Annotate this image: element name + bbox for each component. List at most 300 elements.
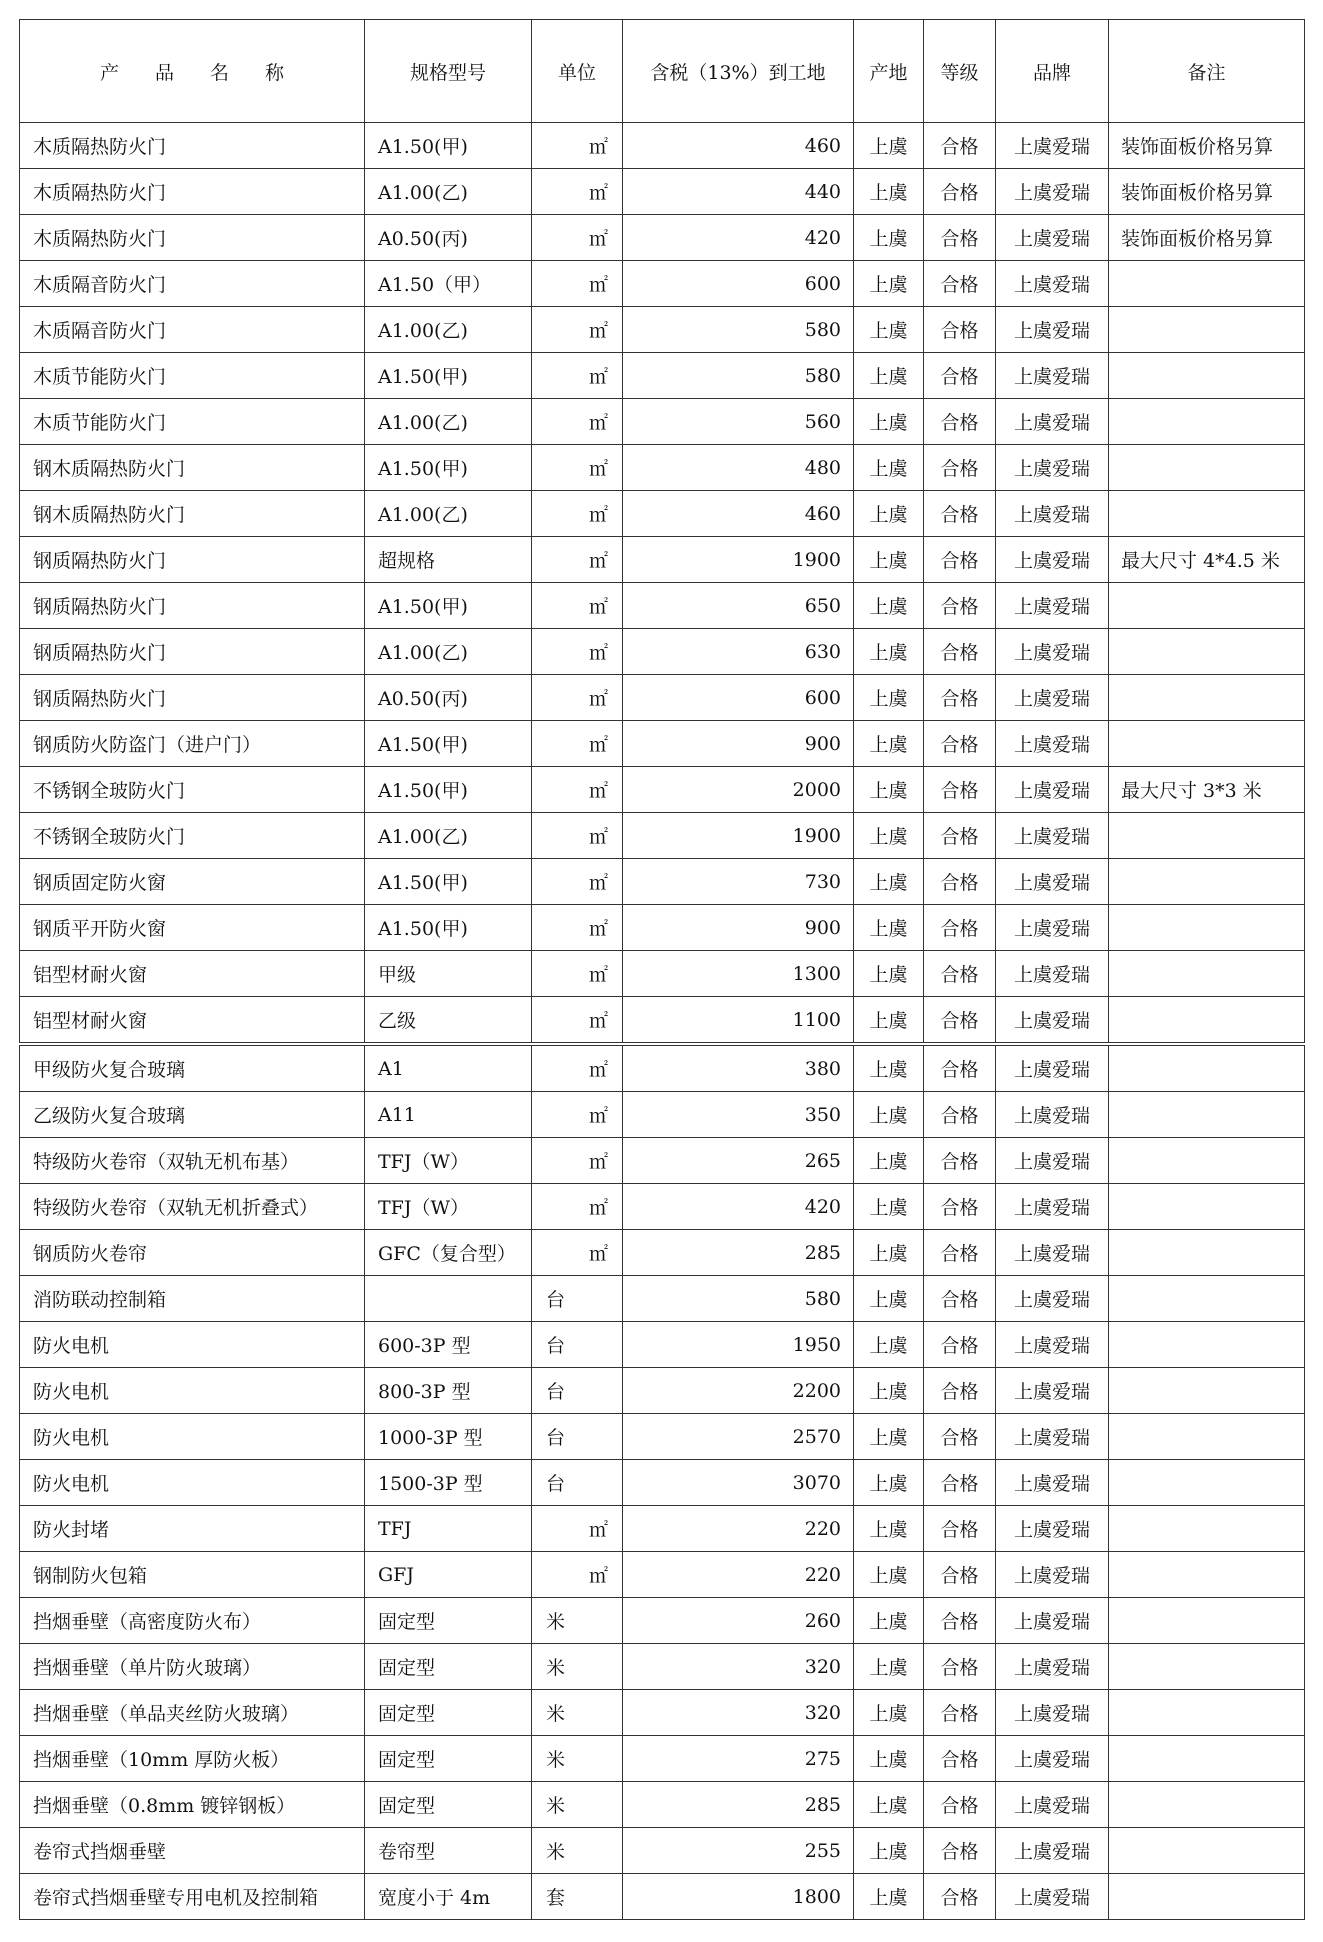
note-cell: 最大尺寸 4*4.5 米 [1109,537,1305,583]
price-cell: 320 [623,1644,854,1690]
spec-cell: 固定型 [365,1782,532,1828]
table-row [20,1368,1305,1414]
table-row [20,629,1305,675]
origin-cell: 上虞 [854,1506,924,1552]
price-cell: 320 [623,1690,854,1736]
note-cell [1109,997,1305,1043]
note-cell [1109,675,1305,721]
note-cell: 装饰面板价格另算 [1109,169,1305,215]
spec-cell: 乙级 [365,997,532,1043]
price-cell: 380 [623,1046,854,1092]
spec-cell: A1.50(甲) [365,767,532,813]
spec-cell: 卷帘型 [365,1828,532,1874]
table-row [20,951,1305,997]
brand-cell: 上虞爱瑞 [996,997,1109,1043]
unit-cell: ㎡ [532,1552,623,1598]
note-cell [1109,583,1305,629]
price-cell: 350 [623,1092,854,1138]
brand-cell: 上虞爱瑞 [996,721,1109,767]
price-cell: 220 [623,1552,854,1598]
grade-cell: 合格 [924,445,996,491]
spec-cell: A1.00(乙) [365,629,532,675]
brand-cell: 上虞爱瑞 [996,583,1109,629]
spec-cell: A1.50(甲) [365,353,532,399]
origin-cell: 上虞 [854,1644,924,1690]
header-unit: 单位 [532,20,623,123]
origin-cell: 上虞 [854,997,924,1043]
spec-cell: A11 [365,1092,532,1138]
unit-cell: 米 [532,1598,623,1644]
grade-cell: 合格 [924,1598,996,1644]
unit-cell: 米 [532,1644,623,1690]
unit-cell: 米 [532,1782,623,1828]
origin-cell: 上虞 [854,1828,924,1874]
spec-cell: A1.50（甲） [365,261,532,307]
spec-cell: A1 [365,1046,532,1092]
price-cell: 600 [623,675,854,721]
product-name-cell: 不锈钢全玻防火门 [20,767,365,813]
table-row [20,1322,1305,1368]
note-cell [1109,353,1305,399]
spec-cell: 固定型 [365,1598,532,1644]
header-grade: 等级 [924,20,996,123]
brand-cell: 上虞爱瑞 [996,261,1109,307]
note-cell [1109,1874,1305,1920]
price-table-part-2 [19,1045,1305,1920]
unit-cell: ㎡ [532,1138,623,1184]
grade-cell: 合格 [924,1138,996,1184]
table-row [20,1690,1305,1736]
origin-cell: 上虞 [854,1046,924,1092]
spec-cell: A1.00(乙) [365,169,532,215]
product-name-cell: 钢制防火包箱 [20,1552,365,1598]
grade-cell: 合格 [924,1782,996,1828]
spec-cell: A1.00(乙) [365,491,532,537]
unit-cell: ㎡ [532,169,623,215]
table-row [20,123,1305,169]
grade-cell: 合格 [924,1506,996,1552]
origin-cell: 上虞 [854,721,924,767]
grade-cell: 合格 [924,1046,996,1092]
unit-cell: ㎡ [532,629,623,675]
unit-cell: ㎡ [532,1092,623,1138]
product-name-cell: 铝型材耐火窗 [20,951,365,997]
product-name-cell: 挡烟垂壁（10mm 厚防火板） [20,1736,365,1782]
brand-cell: 上虞爱瑞 [996,813,1109,859]
grade-cell: 合格 [924,813,996,859]
spec-cell: A1.50(甲) [365,445,532,491]
brand-cell: 上虞爱瑞 [996,307,1109,353]
table-row [20,721,1305,767]
origin-cell: 上虞 [854,1598,924,1644]
note-cell [1109,1828,1305,1874]
note-cell: 装饰面板价格另算 [1109,215,1305,261]
grade-cell: 合格 [924,1874,996,1920]
origin-cell: 上虞 [854,169,924,215]
price-table-part-1 [19,19,1305,1043]
header-product-name: 产品名称 [20,20,365,123]
spec-cell: 超规格 [365,537,532,583]
spec-cell: 1500-3P 型 [365,1460,532,1506]
table-row [20,1598,1305,1644]
origin-cell: 上虞 [854,1874,924,1920]
product-name-cell: 木质节能防火门 [20,399,365,445]
header-brand: 品牌 [996,20,1109,123]
note-cell [1109,491,1305,537]
brand-cell: 上虞爱瑞 [996,859,1109,905]
product-name-cell: 防火电机 [20,1460,365,1506]
price-cell: 2570 [623,1414,854,1460]
product-name-cell: 挡烟垂壁（单品夹丝防火玻璃） [20,1690,365,1736]
table-row [20,1092,1305,1138]
brand-cell: 上虞爱瑞 [996,123,1109,169]
product-name-cell: 钢质隔热防火门 [20,675,365,721]
note-cell [1109,1690,1305,1736]
origin-cell: 上虞 [854,261,924,307]
note-cell [1109,1368,1305,1414]
spec-cell [365,1276,532,1322]
price-cell: 265 [623,1138,854,1184]
price-cell: 440 [623,169,854,215]
product-name-cell: 消防联动控制箱 [20,1276,365,1322]
price-cell: 1800 [623,1874,854,1920]
origin-cell: 上虞 [854,1690,924,1736]
grade-cell: 合格 [924,261,996,307]
spec-cell: 固定型 [365,1736,532,1782]
origin-cell: 上虞 [854,583,924,629]
brand-cell: 上虞爱瑞 [996,445,1109,491]
note-cell [1109,1644,1305,1690]
table-row [20,261,1305,307]
grade-cell: 合格 [924,1460,996,1506]
grade-cell: 合格 [924,1414,996,1460]
note-cell [1109,399,1305,445]
table-row [20,1552,1305,1598]
spec-cell: 宽度小于 4m [365,1874,532,1920]
price-cell: 900 [623,905,854,951]
origin-cell: 上虞 [854,353,924,399]
unit-cell: 米 [532,1736,623,1782]
table-row [20,445,1305,491]
unit-cell: ㎡ [532,399,623,445]
origin-cell: 上虞 [854,1782,924,1828]
price-cell: 460 [623,491,854,537]
price-cell: 650 [623,583,854,629]
unit-cell: ㎡ [532,261,623,307]
note-cell [1109,951,1305,997]
table-row [20,1874,1305,1920]
price-cell: 420 [623,215,854,261]
product-name-cell: 不锈钢全玻防火门 [20,813,365,859]
table-row [20,675,1305,721]
brand-cell: 上虞爱瑞 [996,1460,1109,1506]
price-cell: 900 [623,721,854,767]
header-note: 备注 [1109,20,1305,123]
brand-cell: 上虞爱瑞 [996,537,1109,583]
table-row [20,491,1305,537]
price-cell: 1100 [623,997,854,1043]
table-row [20,583,1305,629]
unit-cell: ㎡ [532,859,623,905]
grade-cell: 合格 [924,1828,996,1874]
origin-cell: 上虞 [854,123,924,169]
spec-cell: GFC（复合型） [365,1230,532,1276]
origin-cell: 上虞 [854,1414,924,1460]
product-name-cell: 钢质隔热防火门 [20,629,365,675]
price-cell: 1900 [623,813,854,859]
unit-cell: 米 [532,1690,623,1736]
product-name-cell: 木质隔音防火门 [20,307,365,353]
table-row [20,537,1305,583]
product-name-cell: 挡烟垂壁（高密度防火布） [20,1598,365,1644]
grade-cell: 合格 [924,905,996,951]
unit-cell: ㎡ [532,721,623,767]
table-row [20,1414,1305,1460]
price-cell: 1950 [623,1322,854,1368]
product-name-cell: 钢质固定防火窗 [20,859,365,905]
note-cell [1109,1230,1305,1276]
origin-cell: 上虞 [854,1276,924,1322]
price-cell: 580 [623,307,854,353]
price-cell: 285 [623,1782,854,1828]
product-name-cell: 钢质隔热防火门 [20,537,365,583]
grade-cell: 合格 [924,307,996,353]
product-name-cell: 铝型材耐火窗 [20,997,365,1043]
product-name-cell: 钢质平开防火窗 [20,905,365,951]
origin-cell: 上虞 [854,767,924,813]
brand-cell: 上虞爱瑞 [996,491,1109,537]
table-row [20,905,1305,951]
price-cell: 460 [623,123,854,169]
table-row [20,1138,1305,1184]
brand-cell: 上虞爱瑞 [996,1276,1109,1322]
spec-cell: A1.50(甲) [365,859,532,905]
note-cell [1109,307,1305,353]
brand-cell: 上虞爱瑞 [996,1828,1109,1874]
grade-cell: 合格 [924,1322,996,1368]
grade-cell: 合格 [924,951,996,997]
spec-cell: A1.50(甲) [365,123,532,169]
brand-cell: 上虞爱瑞 [996,905,1109,951]
spec-cell: 甲级 [365,951,532,997]
unit-cell: ㎡ [532,445,623,491]
note-cell: 装饰面板价格另算 [1109,123,1305,169]
table-row [20,997,1305,1043]
table-row [20,399,1305,445]
unit-cell: ㎡ [532,813,623,859]
unit-cell: ㎡ [532,1184,623,1230]
price-cell: 275 [623,1736,854,1782]
price-cell: 730 [623,859,854,905]
price-cell: 580 [623,1276,854,1322]
note-cell: 最大尺寸 3*3 米 [1109,767,1305,813]
table-row [20,859,1305,905]
unit-cell: 台 [532,1322,623,1368]
note-cell [1109,1460,1305,1506]
price-cell: 3070 [623,1460,854,1506]
product-name-cell: 特级防火卷帘（双轨无机折叠式） [20,1184,365,1230]
product-name-cell: 木质隔热防火门 [20,215,365,261]
origin-cell: 上虞 [854,445,924,491]
table-row [20,1460,1305,1506]
brand-cell: 上虞爱瑞 [996,1092,1109,1138]
origin-cell: 上虞 [854,675,924,721]
note-cell [1109,1046,1305,1092]
price-cell: 2000 [623,767,854,813]
price-cell: 600 [623,261,854,307]
origin-cell: 上虞 [854,1138,924,1184]
origin-cell: 上虞 [854,1230,924,1276]
unit-cell: 台 [532,1276,623,1322]
note-cell [1109,1736,1305,1782]
price-cell: 480 [623,445,854,491]
price-cell: 1300 [623,951,854,997]
brand-cell: 上虞爱瑞 [996,1506,1109,1552]
grade-cell: 合格 [924,215,996,261]
table-row [20,1230,1305,1276]
product-name-cell: 木质隔音防火门 [20,261,365,307]
brand-cell: 上虞爱瑞 [996,169,1109,215]
table-row [20,353,1305,399]
brand-cell: 上虞爱瑞 [996,353,1109,399]
unit-cell: 台 [532,1368,623,1414]
grade-cell: 合格 [924,537,996,583]
grade-cell: 合格 [924,1184,996,1230]
grade-cell: 合格 [924,859,996,905]
brand-cell: 上虞爱瑞 [996,1736,1109,1782]
brand-cell: 上虞爱瑞 [996,1414,1109,1460]
unit-cell: ㎡ [532,1230,623,1276]
origin-cell: 上虞 [854,491,924,537]
table-row [20,307,1305,353]
table-row [20,1736,1305,1782]
brand-cell: 上虞爱瑞 [996,1322,1109,1368]
table-row [20,1828,1305,1874]
grade-cell: 合格 [924,1736,996,1782]
spec-cell: TFJ [365,1506,532,1552]
product-name-cell: 木质隔热防火门 [20,123,365,169]
grade-cell: 合格 [924,491,996,537]
grade-cell: 合格 [924,1644,996,1690]
brand-cell: 上虞爱瑞 [996,215,1109,261]
note-cell [1109,445,1305,491]
origin-cell: 上虞 [854,951,924,997]
note-cell [1109,1184,1305,1230]
table-row [20,813,1305,859]
origin-cell: 上虞 [854,399,924,445]
unit-cell: ㎡ [532,767,623,813]
origin-cell: 上虞 [854,1368,924,1414]
unit-cell: ㎡ [532,537,623,583]
unit-cell: ㎡ [532,215,623,261]
unit-cell: ㎡ [532,1506,623,1552]
origin-cell: 上虞 [854,537,924,583]
spec-cell: A1.50(甲) [365,721,532,767]
grade-cell: 合格 [924,583,996,629]
spec-cell: A1.00(乙) [365,307,532,353]
grade-cell: 合格 [924,997,996,1043]
unit-cell: ㎡ [532,675,623,721]
note-cell [1109,1092,1305,1138]
spec-cell: A1.00(乙) [365,399,532,445]
brand-cell: 上虞爱瑞 [996,1782,1109,1828]
price-cell: 560 [623,399,854,445]
unit-cell: 米 [532,1828,623,1874]
product-name-cell: 防火封堵 [20,1506,365,1552]
brand-cell: 上虞爱瑞 [996,675,1109,721]
origin-cell: 上虞 [854,307,924,353]
table-row [20,169,1305,215]
table-row [20,1782,1305,1828]
grade-cell: 合格 [924,123,996,169]
grade-cell: 合格 [924,169,996,215]
product-name-cell: 木质隔热防火门 [20,169,365,215]
brand-cell: 上虞爱瑞 [996,1874,1109,1920]
note-cell [1109,1782,1305,1828]
grade-cell: 合格 [924,1276,996,1322]
spec-cell: TFJ（W） [365,1138,532,1184]
origin-cell: 上虞 [854,905,924,951]
price-cell: 220 [623,1506,854,1552]
origin-cell: 上虞 [854,629,924,675]
product-name-cell: 挡烟垂壁（0.8mm 镀锌钢板） [20,1782,365,1828]
brand-cell: 上虞爱瑞 [996,1184,1109,1230]
origin-cell: 上虞 [854,859,924,905]
table-row [20,215,1305,261]
product-name-cell: 防火电机 [20,1368,365,1414]
price-cell: 420 [623,1184,854,1230]
price-cell: 255 [623,1828,854,1874]
table-row [20,1276,1305,1322]
unit-cell: ㎡ [532,905,623,951]
note-cell [1109,813,1305,859]
unit-cell: 台 [532,1414,623,1460]
brand-cell: 上虞爱瑞 [996,629,1109,675]
price-cell: 630 [623,629,854,675]
note-cell [1109,1552,1305,1598]
spec-cell: 1000-3P 型 [365,1414,532,1460]
price-cell: 1900 [623,537,854,583]
grade-cell: 合格 [924,767,996,813]
origin-cell: 上虞 [854,1552,924,1598]
note-cell [1109,905,1305,951]
price-cell: 260 [623,1598,854,1644]
note-cell [1109,859,1305,905]
origin-cell: 上虞 [854,1460,924,1506]
origin-cell: 上虞 [854,813,924,859]
product-name-cell: 木质节能防火门 [20,353,365,399]
grade-cell: 合格 [924,675,996,721]
product-name-cell: 钢木质隔热防火门 [20,491,365,537]
spec-cell: 600-3P 型 [365,1322,532,1368]
spec-cell: A1.50(甲) [365,905,532,951]
brand-cell: 上虞爱瑞 [996,951,1109,997]
product-name-cell: 钢质隔热防火门 [20,583,365,629]
product-name-cell: 防火电机 [20,1322,365,1368]
note-cell [1109,1414,1305,1460]
product-name-cell: 乙级防火复合玻璃 [20,1092,365,1138]
grade-cell: 合格 [924,1092,996,1138]
header-price: 含税（13%）到工地 [623,20,854,123]
grade-cell: 合格 [924,1690,996,1736]
grade-cell: 合格 [924,353,996,399]
origin-cell: 上虞 [854,1092,924,1138]
grade-cell: 合格 [924,629,996,675]
spec-cell: 固定型 [365,1644,532,1690]
origin-cell: 上虞 [854,1322,924,1368]
origin-cell: 上虞 [854,1736,924,1782]
note-cell [1109,629,1305,675]
